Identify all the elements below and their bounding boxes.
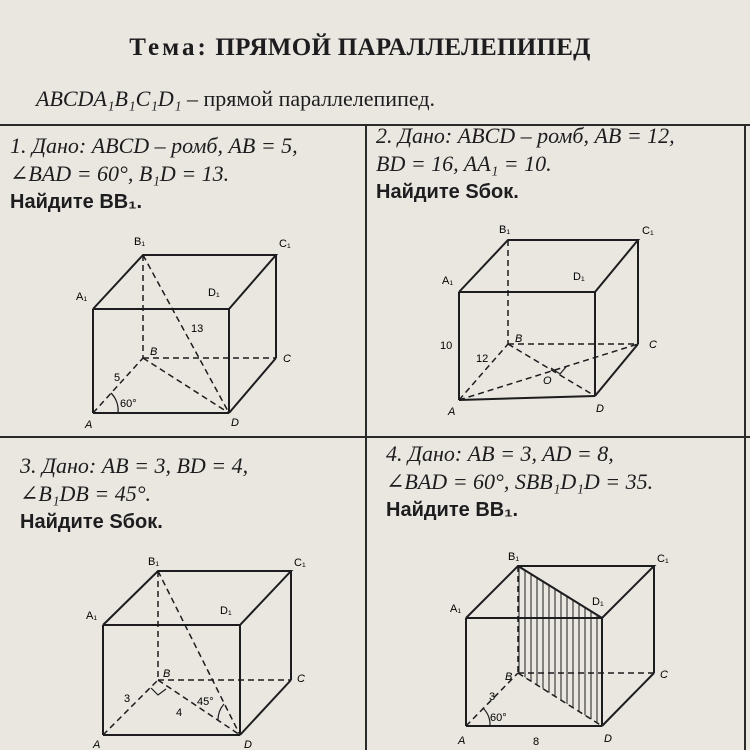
fig2-label-c1: C₁: [642, 225, 654, 237]
fig4-label-d: D: [604, 733, 612, 745]
fig1-label-b1: B₁: [134, 236, 146, 248]
problem-4-given-line2: ∠BAD = 60°, SBB₁D₁D = 35.: [386, 469, 654, 494]
fig4-label-a: A: [458, 735, 466, 747]
fig1-label-d: D: [231, 417, 239, 429]
fig1-label-a1: A₁: [76, 291, 88, 303]
title-label: Тема:: [129, 34, 209, 61]
fig1-label-60: 60°: [120, 398, 137, 410]
fig2-label-10: 10: [440, 340, 453, 352]
fig4-label-8: 8: [533, 736, 540, 748]
fig1-label-13: 13: [191, 323, 204, 335]
fig1-label-d1: D₁: [208, 287, 220, 299]
fig3-label-b1: B₁: [148, 556, 160, 568]
fig1-label-b: B: [150, 346, 158, 358]
problem-3-given-line2: ∠B₁DB = 45°.: [20, 481, 151, 506]
fig4-label-60: 60°: [490, 712, 507, 724]
fig3-label-45: 45°: [197, 696, 214, 708]
fig2-label-12: 12: [476, 353, 489, 365]
fig4-label-b1: B₁: [508, 551, 520, 563]
problem-1-find: Найдите BB₁.: [10, 191, 143, 213]
fig3-label-d1: D₁: [220, 605, 232, 617]
fig2-label-d: D: [596, 403, 604, 415]
fig3-label-d: D: [244, 739, 252, 750]
fig3-label-c1: C₁: [294, 557, 306, 569]
fig3-label-3: 3: [124, 693, 131, 705]
fig4-label-d1: D₁: [592, 596, 604, 608]
fig4-label-3: 3: [489, 691, 496, 703]
fig1-label-a: A: [85, 419, 93, 431]
fig4-label-a1: A₁: [450, 603, 462, 615]
fig1-label-c: C: [283, 353, 291, 365]
fig2-label-b1: B₁: [499, 224, 511, 236]
problem-4-find: Найдите BB₁.: [386, 499, 519, 521]
fig4-label-c: C: [660, 669, 668, 681]
fig2-label-b: B: [515, 333, 523, 345]
fig3-label-a1: A₁: [86, 610, 98, 622]
fig2-label-c: C: [649, 339, 657, 351]
fig2-label-o: O: [543, 375, 552, 387]
fig2-label-d1: D₁: [573, 271, 585, 283]
problem-1-given-line2: ∠BAD = 60°, B₁D = 13.: [10, 161, 230, 186]
problem-4-given-line1: 4. Дано: AB = 3, AD = 8,: [386, 441, 614, 466]
fig3-label-a: A: [93, 739, 101, 750]
subtitle-text: – прямой параллелепипед.: [181, 86, 436, 111]
problem-2-find: Найдите Sбок.: [376, 181, 519, 203]
fig3-label-4: 4: [176, 707, 183, 719]
fig2-label-a: A: [448, 406, 456, 418]
fig3-label-b: B: [163, 668, 171, 680]
problem-2-given-line1: 2. Дано: ABCD – ромб, AB = 12,: [376, 123, 675, 148]
problem-3-given-line1: 3. Дано: AB = 3, BD = 4,: [20, 453, 249, 478]
fig4-label-c1: C₁: [657, 553, 669, 565]
fig2-label-a1: A₁: [442, 275, 454, 287]
fig4-label-b: B: [505, 671, 513, 683]
subtitle-math: ABCDA₁B₁C₁D₁: [36, 86, 182, 111]
fig1-label-c1: C₁: [279, 238, 291, 250]
problem-2-given-line2: BD = 16, AA₁ = 10.: [376, 151, 552, 176]
fig1-label-5: 5: [114, 372, 121, 384]
problem-1-given-line1: 1. Дано: ABCD – ромб, AB = 5,: [10, 133, 298, 158]
title-text: ПРЯМОЙ ПАРАЛЛЕЛЕПИПЕД: [215, 34, 591, 61]
problem-3-find: Найдите Sбок.: [20, 511, 163, 533]
fig3-label-c: C: [297, 673, 305, 685]
